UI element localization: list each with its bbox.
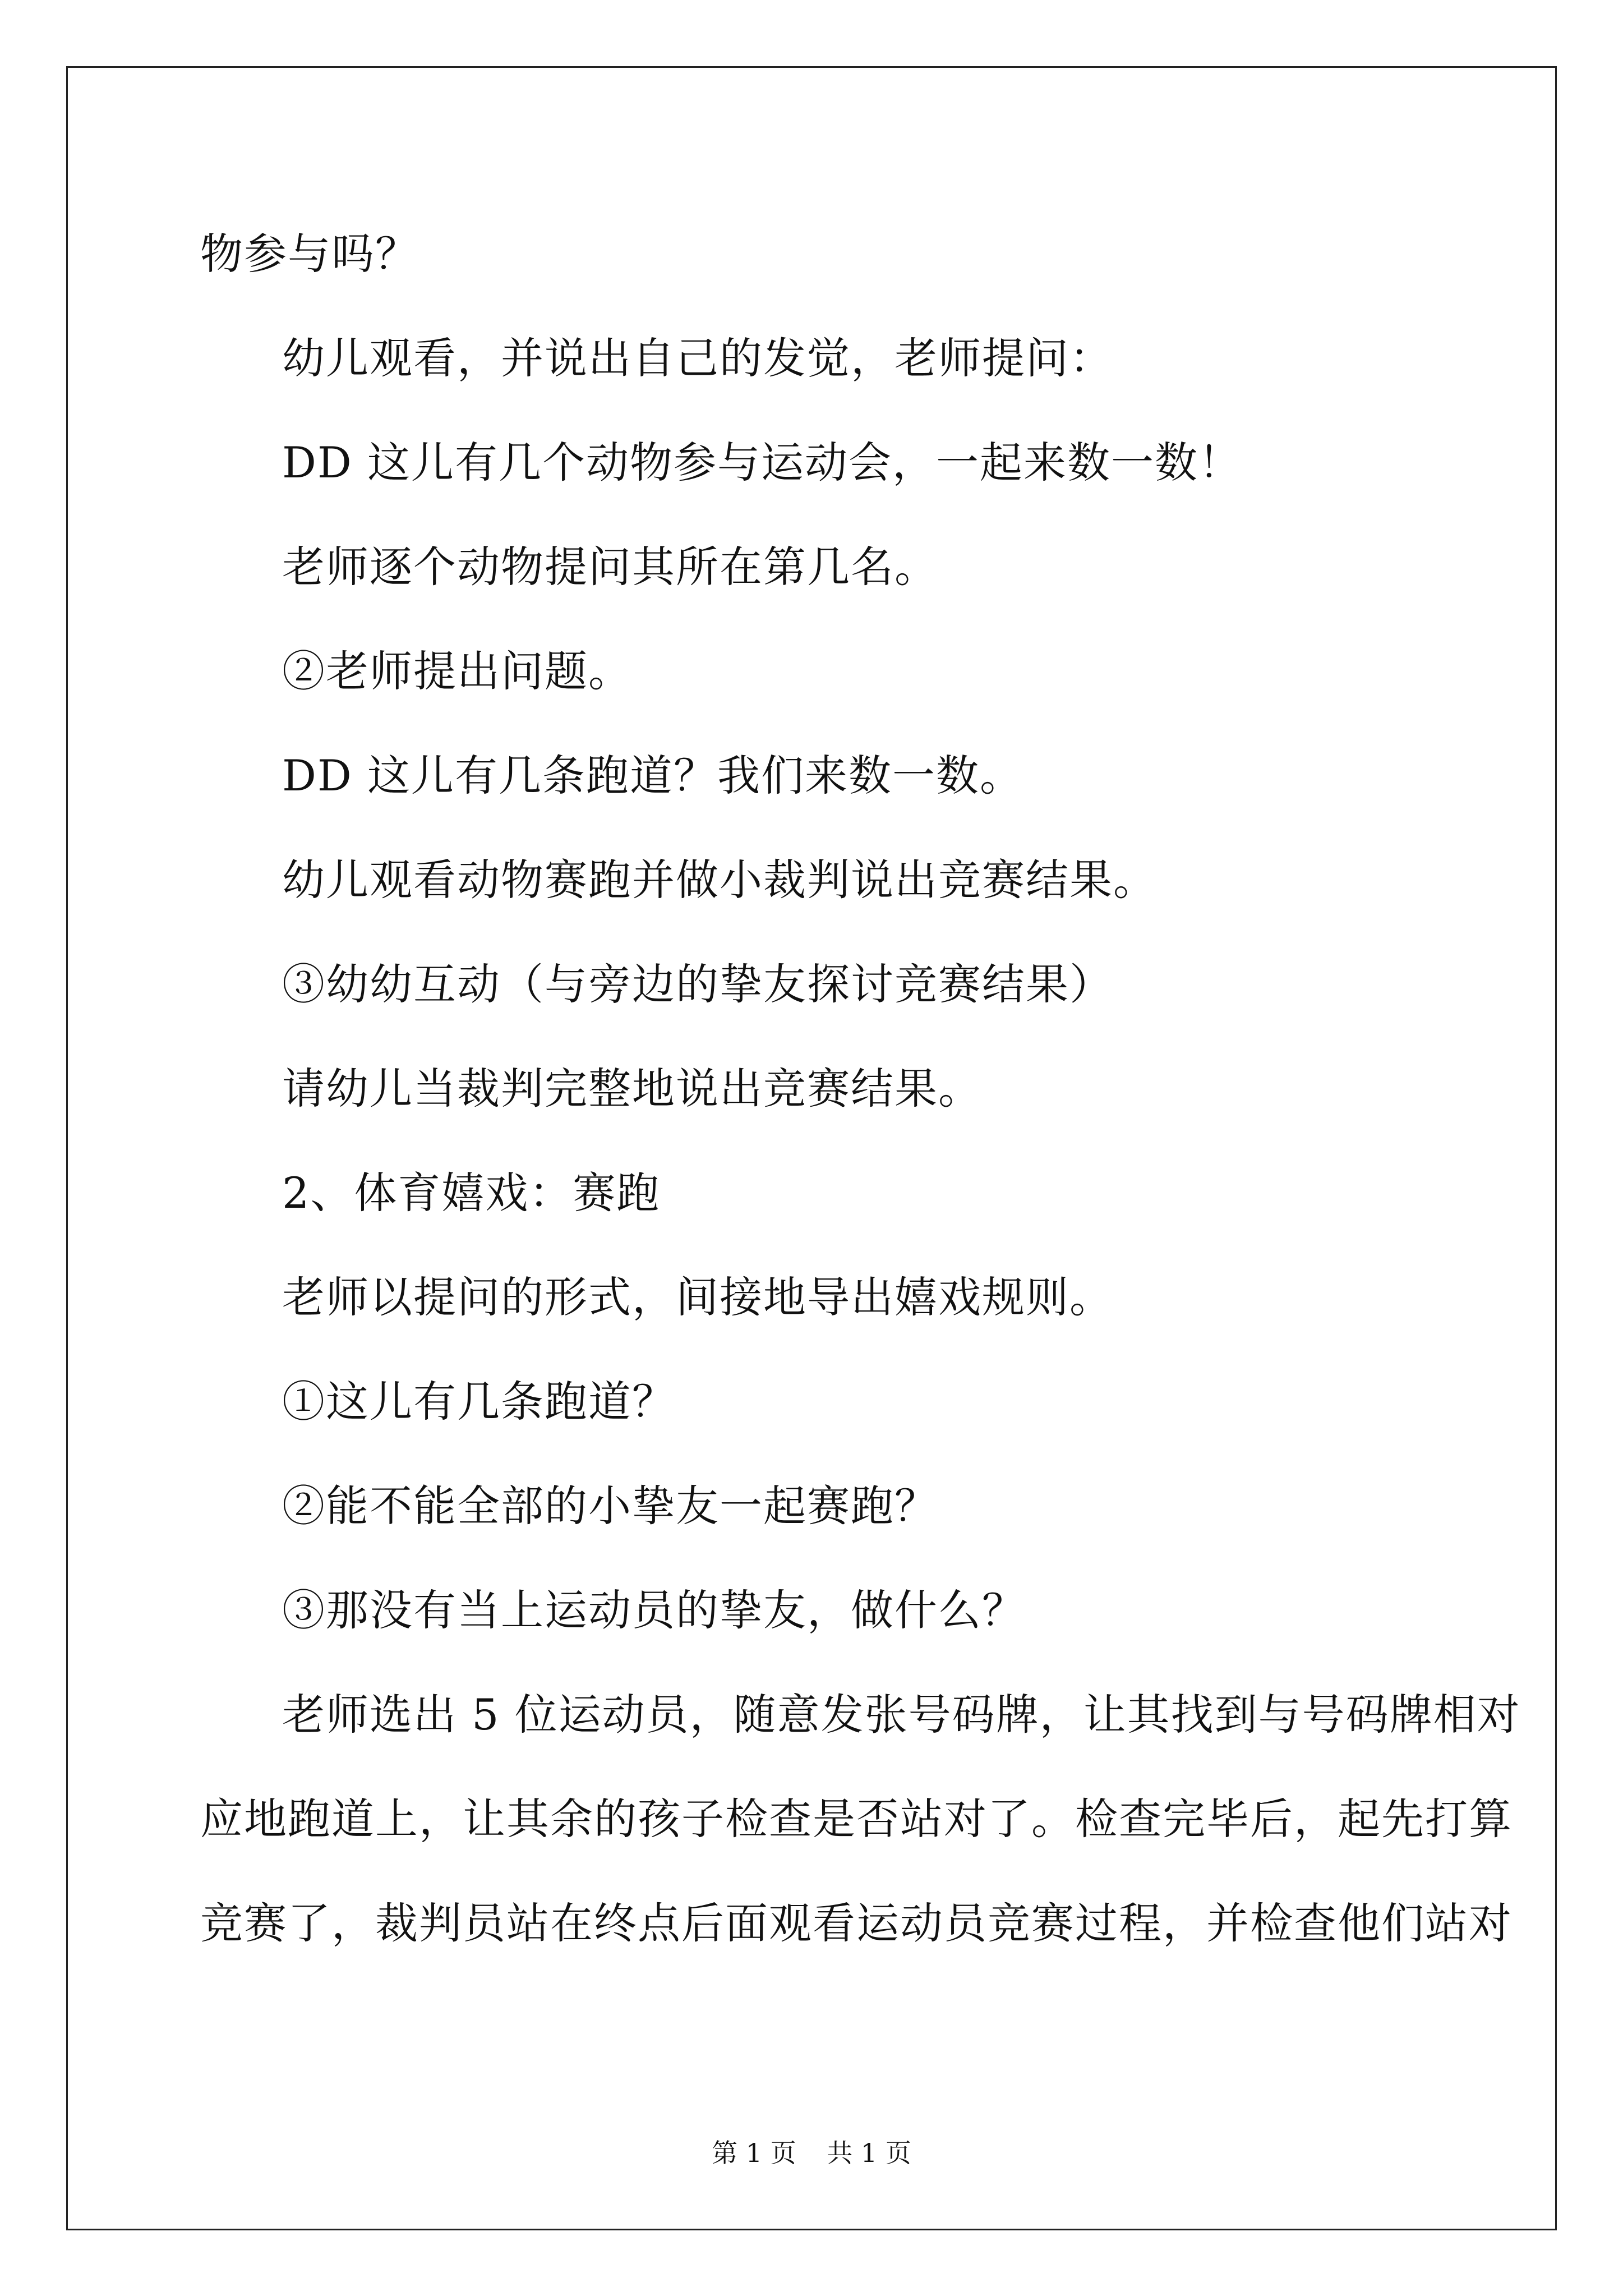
paragraph: ③那没有当上运动员的挚友，做什么？ (282, 1585, 1026, 1635)
page-number-total: 共 1 页 (827, 2138, 911, 2168)
paragraph: ①这儿有几条跑道？ (282, 1377, 676, 1427)
paragraph: 竞赛了，裁判员站在终点后面观看运动员竞赛过程，并检查他们站对 (200, 1898, 1513, 1948)
section-heading: 2、体育嬉戏：赛跑 (282, 1168, 661, 1218)
paragraph: 老师以提问的形式，间接地导出嬉戏规则。 (282, 1272, 1113, 1322)
paragraph: 物参与吗？ (200, 229, 419, 279)
paragraph: 应地跑道上，让其余的孩子检查是否站对了。检查完毕后，起先打算 (200, 1794, 1513, 1844)
page-footer (0, 2136, 1623, 2170)
paragraph: 幼儿观看动物赛跑并做小裁判说出竞赛结果。 (282, 855, 1157, 905)
paragraph: 老师选出 5 位运动员，随意发张号码牌，让其找到与号码牌相对 (282, 1690, 1521, 1740)
document-body (200, 202, 1521, 1976)
paragraph: 老师逐个动物提问其所在第几名。 (282, 542, 938, 592)
paragraph: DD 这儿有几条跑道？我们来数一数。 (282, 751, 1024, 800)
paragraph: ②能不能全部的小挚友一起赛跑？ (282, 1481, 938, 1531)
paragraph: 幼儿观看，并说出自己的发觉，老师提问： (282, 333, 1113, 383)
page-number-current: 第 1 页 (712, 2138, 796, 2168)
paragraph: DD 这儿有几个动物参与运动会，一起来数一数！ (282, 438, 1243, 487)
paragraph: ②老师提出问题。 (282, 646, 632, 696)
paragraph: ③幼幼互动（与旁边的挚友探讨竞赛结果） (282, 959, 1113, 1009)
paragraph: 请幼儿当裁判完整地说出竞赛结果。 (282, 1064, 982, 1114)
